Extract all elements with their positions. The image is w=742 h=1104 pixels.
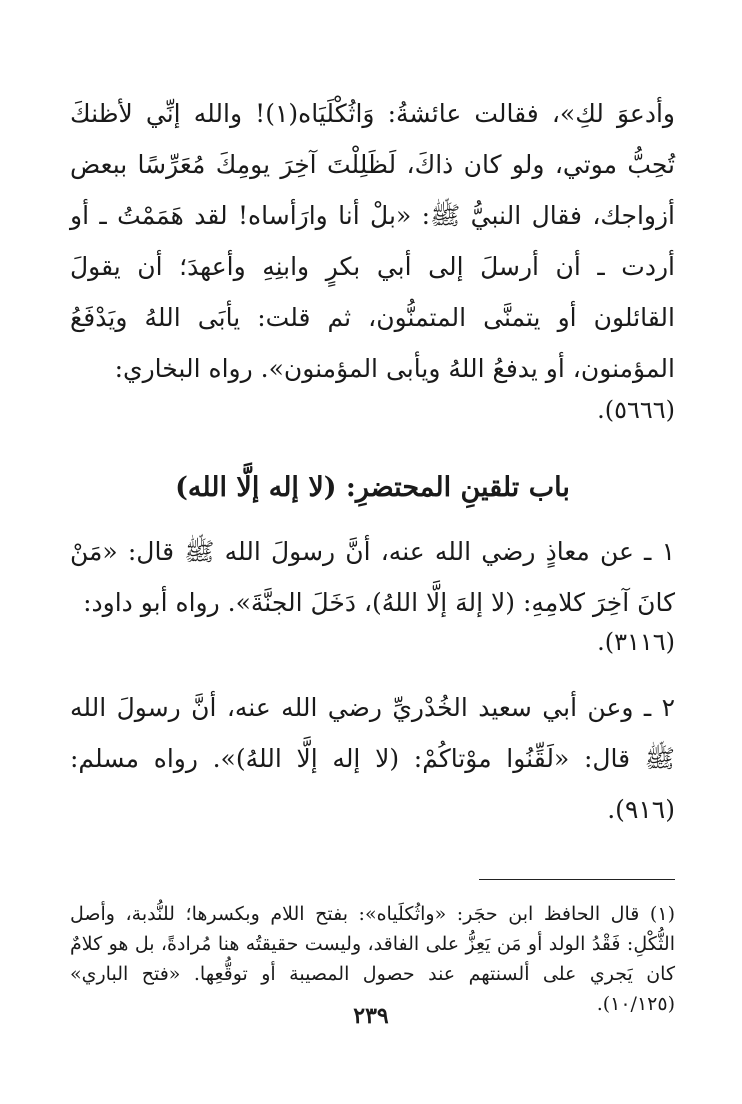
page-number: ٢٣٩ bbox=[353, 1003, 389, 1029]
footnote-divider bbox=[479, 879, 675, 880]
hadith-1-text: ١ ـ عن معاذٍ رضي الله عنه، أنَّ رسولَ الله ﷺ قال: «مَنْ كانَ آخِرَ كلامِهِ: (لا إلهَ إلَّا اللهُ)، دَخَلَ الجنَّةَ». رواه أبو داود: bbox=[70, 537, 675, 617]
hadith-2 bbox=[70, 682, 675, 835]
page-content bbox=[70, 88, 675, 1038]
hadith-2-text: ٢ ـ وعن أبي سعيد الخُدْريِّ رضي الله عنه، أنَّ رسولَ الله ﷺ قال: «لَقِّنُوا موْتاكُمْ: (لا إله إلَّا اللهُ)». رواه مسلم: (٩١٦). bbox=[70, 693, 675, 824]
paragraph-continuation: وأدعوَ لكِ»، فقالت عائشةُ: وَاثُكْلَيَاه(١)! والله إنِّي لأظنكَ تُحِبُّ موتي، ولو كان ذاكَ، لَظَلِلْتَ آخِرَ يومِكَ مُعَرِّسًا ببعض أزواجك، فقال النبيُّ ﷺ: «بلْ أنا وارَأساه! لقد هَمَمْتُ ـ أو أردت ـ أن أرسلَ إلى أبي بكرٍ وابنِهِ وأعهدَ؛ أن يقولَ القائلون أو يتمنَّى المتمنُّون، ثم قلت: يأبَى اللهُ ويَدْفَعُ المؤمنون، أو يدفعُ اللهُ ويأبى المؤمنون». رواه البخاري: bbox=[70, 99, 675, 383]
chapter-heading: باب تلقينِ المحتضرِ: (لا إله إلَّا الله) bbox=[175, 472, 570, 503]
footnote: (١) قال الحافظ ابن حجَر: «واثُكلَياه»: بفتح اللام وبكسرها؛ للنُّدبة، وأصل الثُّكْلِ: فَقْدُ الولد أو مَن يَعِزُّ على الفاقد، وليست حقيقتُه هنا مُرادةً، بل هو كلامٌ كان يَجري على ألسنتهم عند حصول المصيبة أو توقُّعِها. «فتح الباري» (١٠/١٢٥). bbox=[70, 903, 675, 1015]
paragraph-reference: (٥٦٦٦). bbox=[597, 396, 675, 424]
hadith-1 bbox=[70, 526, 675, 662]
hadith-1-reference: (٣١١٦). bbox=[597, 628, 675, 656]
